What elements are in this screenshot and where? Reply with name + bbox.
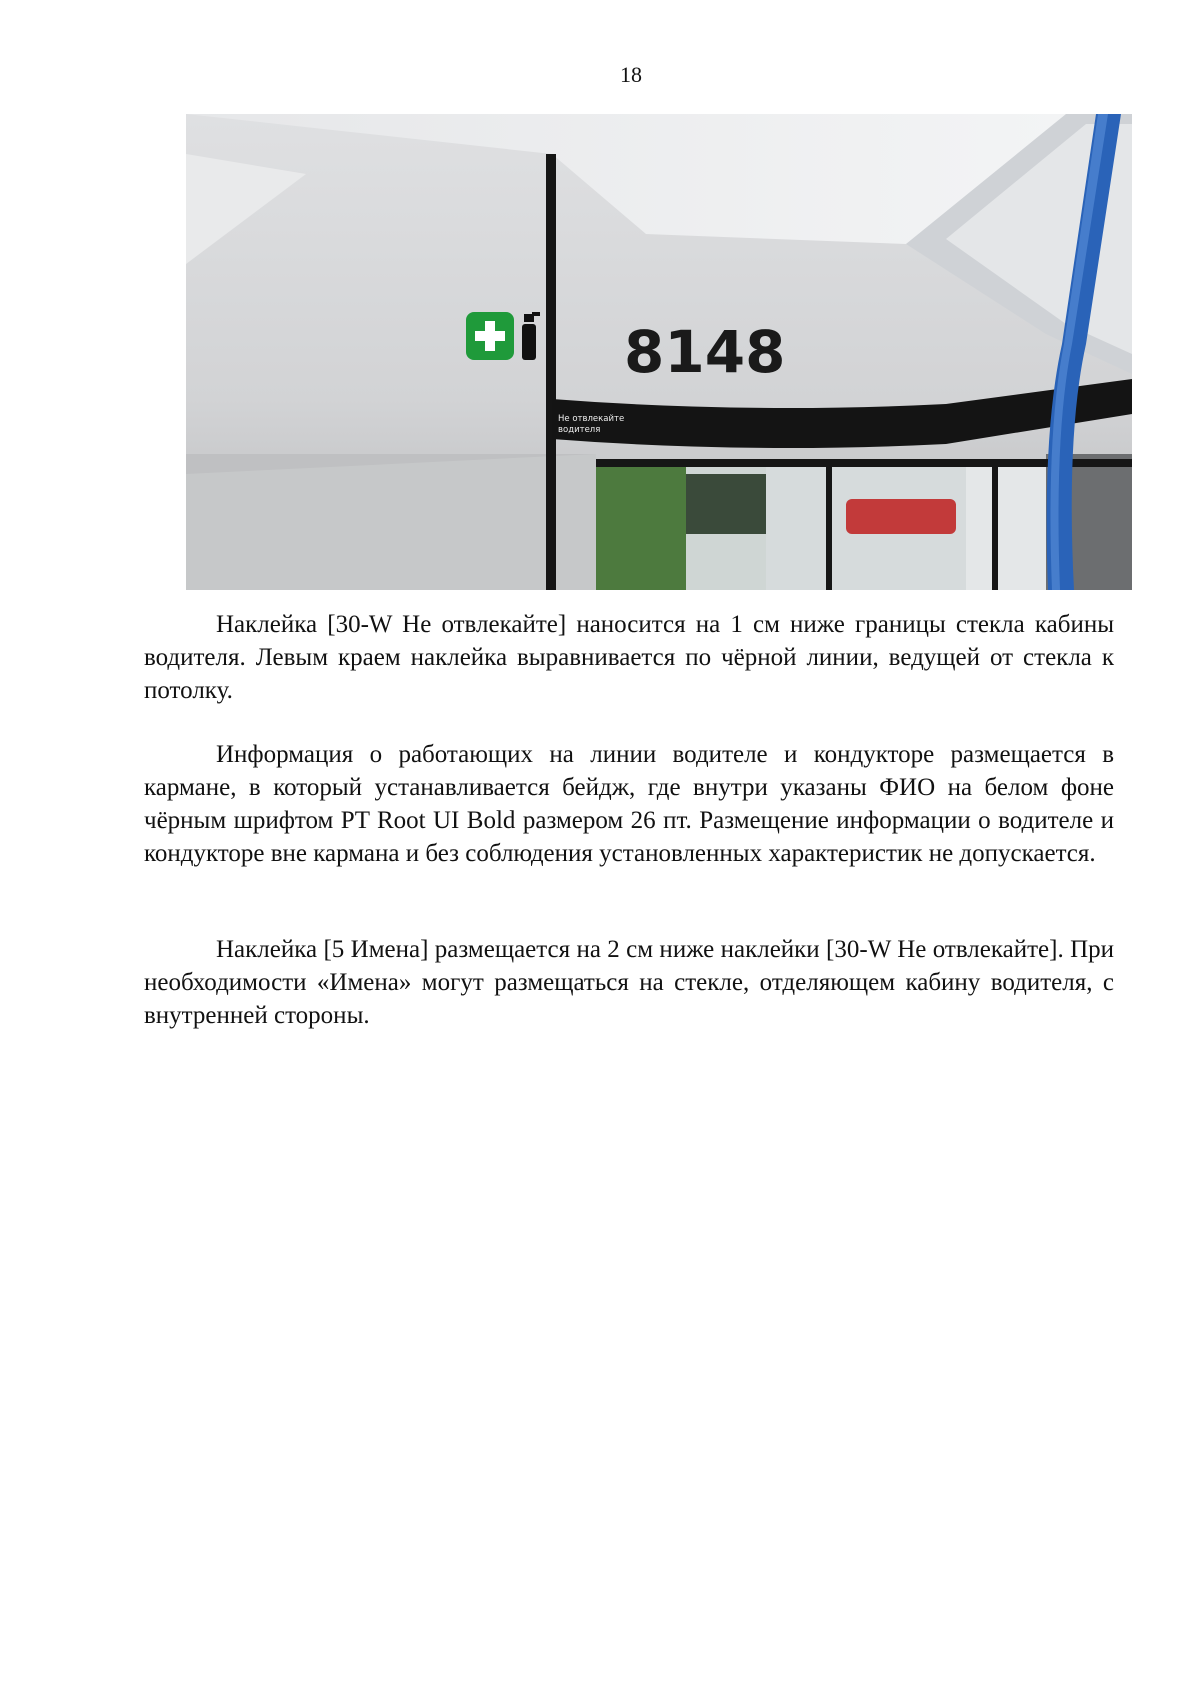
paragraph-1	[144, 608, 1114, 707]
paragraph-3-text: Наклейка [5 Имена] размещается на 2 см ниже наклейки [30-W Не отвлекайте]. При необходимости «Имена» могут размещаться на стекле, отделяющем кабину водителя, с внутренней стороны.	[144, 936, 1114, 1029]
paragraph-3	[144, 933, 1114, 1032]
paragraph-2-text: Информация о работающих на линии водителе и кондукторе размещается в кармане, в который устанавливается бейдж, где внутри указаны ФИО на белом фоне чёрным шрифтом PT Root UI Bold размером 26 пт. Размещение информации о водителе и кондукторе вне кармана и без соблюдения установленных характеристик не допускается.	[144, 741, 1114, 867]
first-aid-icon	[466, 312, 514, 360]
sticker-text-line1: Не отвлекайте	[558, 414, 625, 424]
bus-interior-photo	[186, 114, 1132, 590]
bus-number: 8148	[624, 318, 786, 386]
sticker-text-line2: водителя	[558, 425, 601, 435]
page-number: 18	[620, 62, 642, 87]
paragraph-2	[144, 738, 1114, 870]
paragraph-1-text: Наклейка [30-W Не отвлекайте] наносится на 1 см ниже границы стекла кабины водителя. Левым краем наклейка выравнивается по чёрной линии, ведущей от стекла к потолку.	[144, 611, 1114, 704]
